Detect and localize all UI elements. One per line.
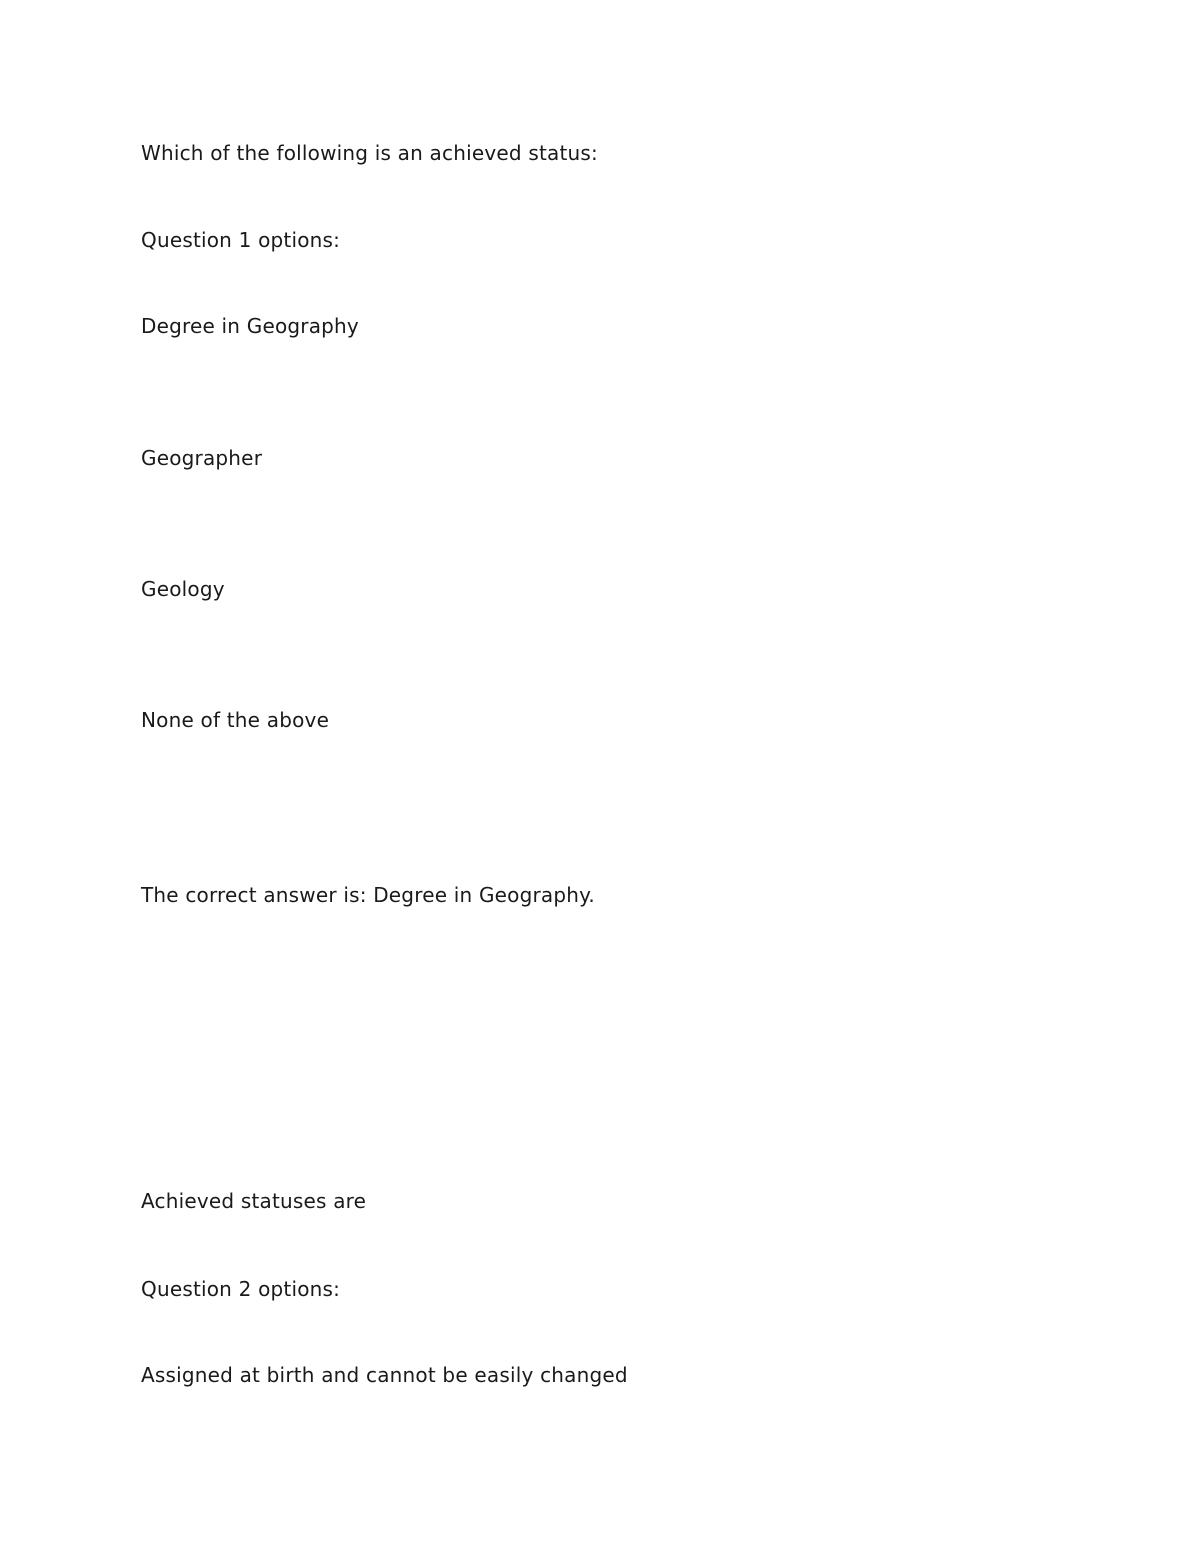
question-1-option-3[interactable]: Geology [141, 577, 225, 601]
question-2-prompt: Achieved statuses are [141, 1189, 367, 1213]
question-2-options-label: Question 2 options: [141, 1277, 341, 1301]
question-1-option-1[interactable]: Degree in Geography [141, 314, 359, 338]
question-1-feedback: The correct answer is: Degree in Geography. [141, 883, 595, 907]
question-1-prompt: Which of the following is an achieved status: [141, 141, 598, 165]
question-1-options-label: Question 1 options: [141, 228, 341, 252]
question-1-option-4[interactable]: None of the above [141, 708, 330, 732]
question-1-option-2[interactable]: Geographer [141, 446, 263, 470]
question-2-option-1[interactable]: Assigned at birth and cannot be easily changed [141, 1363, 628, 1387]
